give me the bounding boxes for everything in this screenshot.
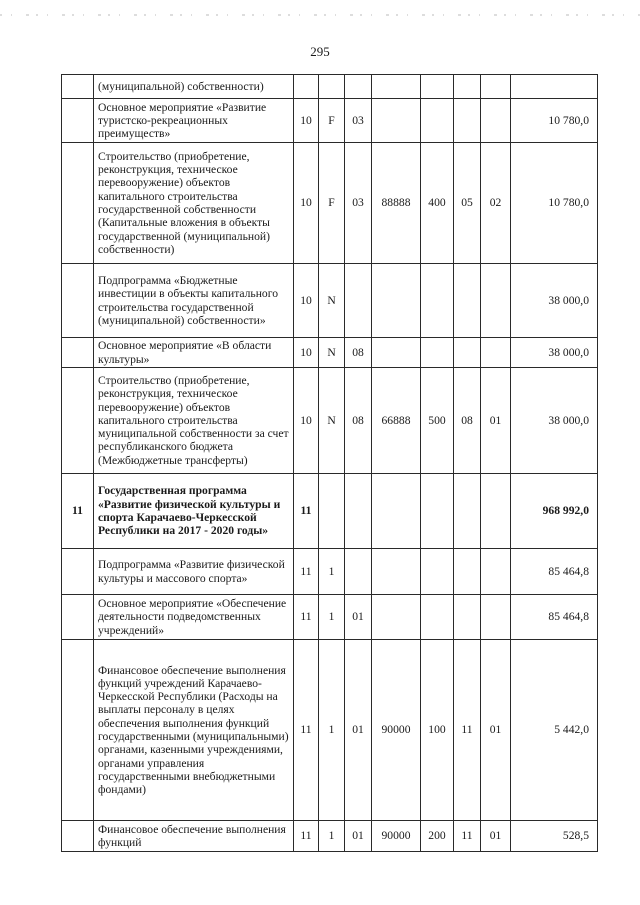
amount-cell: 10 780,0 [511,99,598,143]
table-row [62,143,598,264]
item-name-cell: Основное мероприятие «Развитие туристско-рекреационных преимуществ» [94,99,294,143]
code-cell: 01 [345,640,372,821]
code-cell: 11 [294,821,319,852]
row-number-cell [62,75,94,99]
amount-cell: 38 000,0 [511,338,598,368]
item-name-cell: Основное мероприятие «Обеспечение деятельности подведомственных учреждений» [94,595,294,640]
code-cell [481,549,511,595]
code-cell: 11 [454,640,481,821]
code-cell [372,75,421,99]
row-number-cell [62,821,94,852]
amount-cell: 5 442,0 [511,640,598,821]
code-cell [421,264,454,338]
code-cell [421,549,454,595]
code-cell: 90000 [372,821,421,852]
item-name-cell: Государственная программа «Развитие физической культуры и спорта Карачаево-Черкесской Республики на 2017 - 2020 годы» [94,474,294,549]
code-cell: 11 [294,595,319,640]
code-cell [454,99,481,143]
row-number-cell [62,549,94,595]
code-cell: 01 [345,595,372,640]
code-cell [481,595,511,640]
code-cell [372,99,421,143]
code-cell [454,75,481,99]
row-number-cell [62,99,94,143]
item-name-cell: Финансовое обеспечение выполнения функций [94,821,294,852]
code-cell: 01 [481,368,511,474]
code-cell [454,549,481,595]
code-cell [421,595,454,640]
table-row [62,75,598,99]
code-cell [421,75,454,99]
code-cell [481,264,511,338]
code-cell: 03 [345,99,372,143]
row-number-cell [62,143,94,264]
code-cell [481,99,511,143]
code-cell: 08 [345,338,372,368]
item-name-cell: (муниципальной) собственности) [94,75,294,99]
code-cell: 10 [294,264,319,338]
code-cell [372,264,421,338]
code-cell: 1 [319,640,345,821]
table-row [62,338,598,368]
code-cell [345,474,372,549]
item-name-cell: Подпрограмма «Бюджетные инвестиции в объекты капитального строительства государственной (муниципальной) собственности» [94,264,294,338]
code-cell: 400 [421,143,454,264]
code-cell: 90000 [372,640,421,821]
code-cell [372,549,421,595]
table-row [62,368,598,474]
scan-edge-noise [0,14,640,16]
code-cell: 500 [421,368,454,474]
code-cell [454,338,481,368]
table-row [62,595,598,640]
table-row [62,99,598,143]
code-cell [372,474,421,549]
row-number-cell: 11 [62,474,94,549]
code-cell: 11 [294,549,319,595]
code-cell: 08 [345,368,372,474]
row-number-cell [62,640,94,821]
code-cell: 100 [421,640,454,821]
table-row [62,264,598,338]
code-cell [481,75,511,99]
code-cell [421,474,454,549]
code-cell: 01 [481,640,511,821]
item-name-cell: Финансовое обеспечение выполнения функций учреждений Карачаево-Черкесской Республики (Расходы на выплаты персоналу в целях обеспечения выполнения функций государственными (муниципальными) органами, казенными учреждениями, органами управления государственными внебюджетными фондами) [94,640,294,821]
code-cell [372,595,421,640]
code-cell: 11 [454,821,481,852]
code-cell: 08 [454,368,481,474]
code-cell [421,338,454,368]
code-cell [345,549,372,595]
code-cell: 10 [294,368,319,474]
code-cell: 10 [294,338,319,368]
code-cell [421,99,454,143]
code-cell: 1 [319,821,345,852]
item-name-cell: Основное мероприятие «В области культуры» [94,338,294,368]
code-cell [294,75,319,99]
code-cell [372,338,421,368]
code-cell: 05 [454,143,481,264]
code-cell [454,595,481,640]
code-cell: 200 [421,821,454,852]
row-number-cell [62,338,94,368]
code-cell [454,264,481,338]
amount-cell: 10 780,0 [511,143,598,264]
table-row [62,640,598,821]
code-cell [319,474,345,549]
table-row [62,474,598,549]
code-cell: 66888 [372,368,421,474]
budget-table [61,74,598,852]
code-cell: N [319,264,345,338]
code-cell: 11 [294,474,319,549]
code-cell [345,75,372,99]
code-cell: 1 [319,595,345,640]
code-cell: 11 [294,640,319,821]
code-cell [481,474,511,549]
code-cell: 10 [294,99,319,143]
code-cell: N [319,338,345,368]
item-name-cell: Подпрограмма «Развитие физической культуры и массового спорта» [94,549,294,595]
item-name-cell: Строительство (приобретение, реконструкция, техническое перевооружение) объектов капитального строительства муниципальной собственности за счет республиканского бюджета (Межбюджетные трансферты) [94,368,294,474]
code-cell: F [319,99,345,143]
table-row [62,821,598,852]
code-cell [481,338,511,368]
code-cell: 01 [345,821,372,852]
amount-cell: 85 464,8 [511,549,598,595]
row-number-cell [62,595,94,640]
code-cell: 1 [319,549,345,595]
row-number-cell [62,368,94,474]
code-cell: 10 [294,143,319,264]
code-cell: N [319,368,345,474]
code-cell: 01 [481,821,511,852]
code-cell [319,75,345,99]
amount-cell: 528,5 [511,821,598,852]
amount-cell: 38 000,0 [511,368,598,474]
amount-cell: 38 000,0 [511,264,598,338]
amount-cell: 968 992,0 [511,474,598,549]
item-name-cell: Строительство (приобретение, реконструкция, техническое перевооружение) объектов капитального строительства государственной собственности (Капитальные вложения в объекты государственной (муниципальной) собственности) [94,143,294,264]
code-cell: 02 [481,143,511,264]
code-cell: F [319,143,345,264]
code-cell [345,264,372,338]
amount-cell [511,75,598,99]
row-number-cell [62,264,94,338]
page-number: 295 [310,44,330,59]
code-cell: 03 [345,143,372,264]
code-cell [454,474,481,549]
code-cell: 88888 [372,143,421,264]
amount-cell: 85 464,8 [511,595,598,640]
table-row [62,549,598,595]
